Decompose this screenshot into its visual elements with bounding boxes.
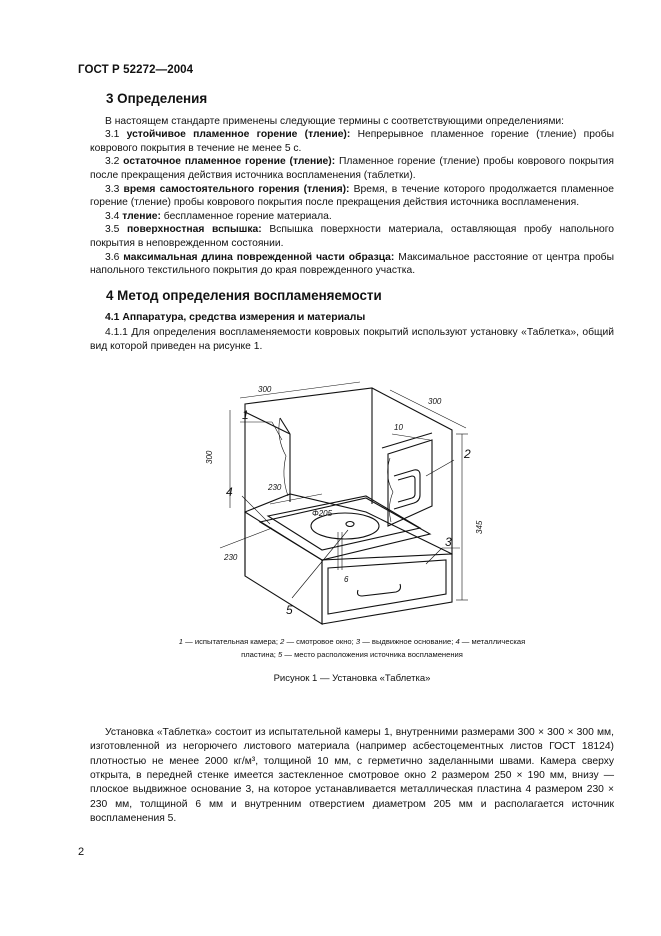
subsection-4-1-title: 4.1 Аппаратура, средства измерения и материалы [105, 312, 366, 324]
tabletka-apparatus-drawing [90, 378, 614, 630]
dimension-label: 300 [205, 450, 214, 465]
term: остаточное пламенное горение (тление): [123, 156, 336, 168]
term: максимальная длина поврежденной части образца: [123, 251, 395, 263]
body-paragraph: Установка «Таблетка» состоит из испытательной камеры 1, внутренними размерами 300 × 300 × 300 мм, изготовленной из негорючего листового материала (например асбестоцементных листов ГОСТ 18124) плотностью не менее 2000 кг/м³, толщиной 10 мм, с герметично заделанными швами. Камера сверху открыта, в передней стенке имеется застекленное смотровое окно 2 размером 250 × 190 мм, внизу — плоское выдвижное основание 3, на которое устанавливается металлическая пластина 4 размером 230 × 230 мм, толщиной 6 мм и внутренним отверстием диаметром 205 мм и располагается источник воспламенения 5. [90, 726, 614, 825]
section-4-title: 4 Метод определения воспламеняемости [106, 287, 382, 303]
dimension-label: 10 [394, 423, 403, 433]
dimension-label: 6 [344, 575, 349, 585]
callout-5: 5 [286, 603, 293, 618]
section-3-title: 3 Определения [106, 91, 208, 106]
section-3-intro: В настоящем стандарте применены следующие термины с соответствующими определениями: [105, 115, 565, 127]
legend-line: 1 — испытательная камера; 2 — смотровое окно; 3 — выдвижное основание; 4 — металлическая [178, 637, 526, 647]
figure-legend [90, 636, 614, 661]
figure-1 [90, 378, 614, 630]
callout-3: 3 [445, 535, 452, 550]
term: время самостоятельного горения (тления): [123, 183, 350, 195]
figure-caption: Рисунок 1 — Установка «Таблетка» [273, 673, 431, 685]
dimension-label: 300 [428, 397, 442, 407]
definition-3-4: 3.4 тление: беспламенное горение материала. [105, 210, 332, 222]
dimension-label: Φ205 [312, 509, 333, 519]
term: тление: [122, 210, 161, 222]
page-number: 2 [78, 846, 85, 858]
dimension-label: 230 [268, 483, 282, 493]
definition-3-2: 3.2 остаточное пламенное горение (тление): Пламенное горение (тление) пробы коврового покрытия после прекращения действия источника воспламенения (таблетки). [90, 156, 615, 181]
standard-code-header: ГОСТ Р 52272—2004 [78, 64, 194, 76]
dimension-label: 345 [475, 520, 484, 535]
definition-3-5: 3.5 поверхностная вспышка: Вспышка поверхности материала, оставляющая пробу напольного покрытия в неповрежденном состоянии. [90, 224, 614, 249]
term: поверхностная вспышка: [126, 224, 262, 236]
leader-lines [240, 422, 460, 598]
dimension-label: 230 [224, 553, 238, 563]
dimension-label: 300 [258, 385, 272, 395]
definition-3-6: 3.6 максимальная длина поврежденной части образца: Максимальное расстояние от центра пробы напольного текстильного покрытия до края поврежденного участка. [90, 251, 614, 277]
page-content [90, 92, 614, 827]
definition-3-3: 3.3 время самостоятельного горения (тления): Время, в течение которого продолжается пламенное горение (тление) пробы коврового покрытия после прекращения действия источника воспламенения. [90, 183, 614, 209]
definition-3-1: 3.1 устойчивое пламенное горение (тление): Непрерывное пламенное горение (тление) пробы коврового покрытия в течение не менее 5 с. [90, 129, 614, 154]
apparatus-description [90, 726, 614, 827]
callout-4: 4 [226, 485, 233, 500]
callout-1: 1 [242, 408, 249, 423]
callout-2: 2 [464, 447, 471, 462]
paragraph-4-1-1: 4.1.1 Для определения воспламеняемости ковровых покрытий используют установку «Таблетка», общий вид которой приведен на рисунке 1. [90, 326, 614, 352]
term: устойчивое пламенное горение (тление): [126, 129, 351, 141]
legend-line: пластина; 5 — место расположения источника воспламенения [241, 649, 463, 659]
